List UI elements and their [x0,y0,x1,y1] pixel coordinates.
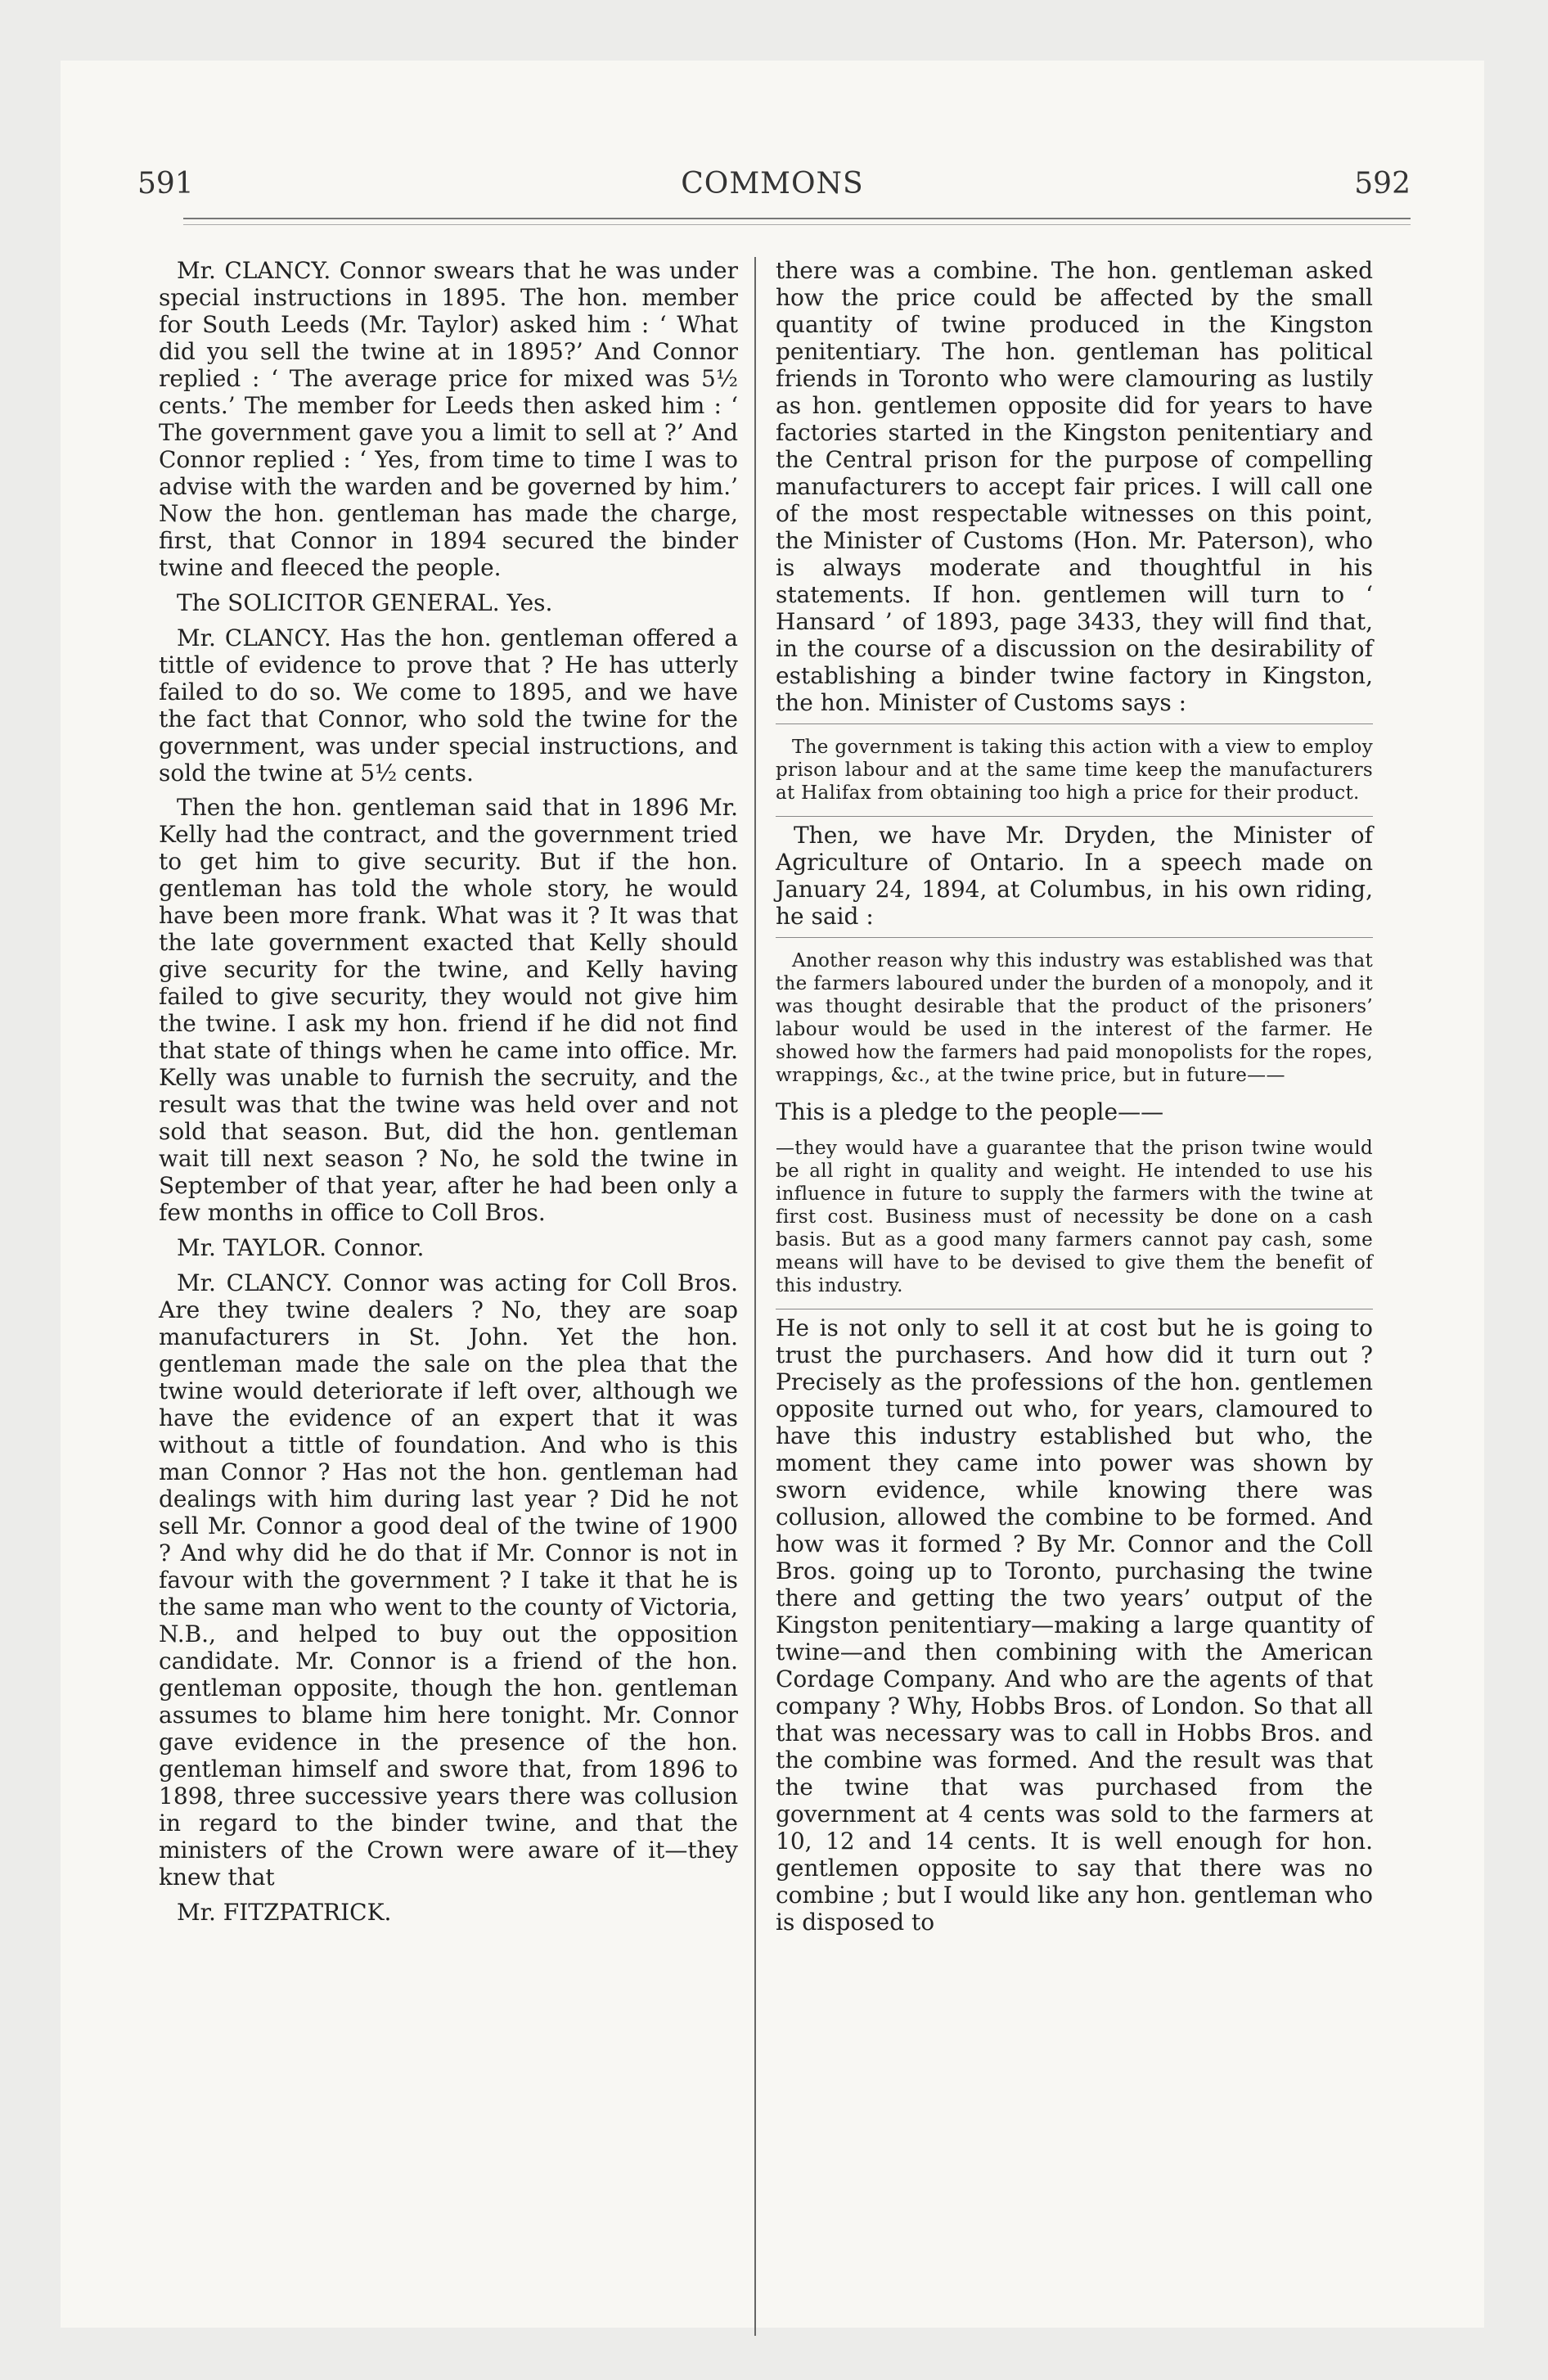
quotation-text: —they would have a guarantee that the prison twine would be all right in quality and weight. He intended to use his influence in future to supply the farmers with the twine at first cost. Business must of necessity be done on a cash basis. But as a good many farmers cannot pay cash, some means will have to be devised to give them the benefit of this industry. [776,1138,1373,1296]
quotation [776,949,1373,1087]
page-sheet [61,61,1484,2328]
paragraph: Mr. CLANCY. Has the hon. gentleman offered a tittle of evidence to prove that ? He has utterly failed to do so. We come to 1895, and we have the fact that Connor, who sold the twine for the government, was under special instructions, and sold the twine at 5½ cents. [159,624,738,787]
paragraph: Mr. TAYLOR. Connor. [177,1234,425,1261]
paragraph: He is not only to sell it at cost but he is going to trust the purchasers. And how did it turn out ? Precisely as the professions of the hon. gentlemen opposite turned out who, for years, clamoured to have this industry established but who, the moment they came into power was shown by sworn evidence, while knowing there was collusion, allowed the combine to be formed. And how was it formed ? By Mr. Connor and the Coll Bros. going up to Toronto, purchasing the twine there and getting the two years’ output of the Kingston penitentiary—making a large quantity of twine—and then combining with the American Cordage Company. And who are the agents of that company ? Why, Hobbs Bros. of London. So that all that was necessary was to call in Hobbs Bros. and the combine was formed. And the result was that the twine that was purchased from the government at 4 cents was sold to the farmers at 10, 12 and 14 cents. It is well enough for hon. gentlemen opposite to say that there was no combine ; but I would like any hon. gentleman who is disposed to [776,1314,1373,1936]
page-number-left: 591 [137,167,194,201]
paragraph: Then, we have Mr. Dryden, the Minister of Agriculture of Ontario. In a speech made on January 24, 1894, at Columbus, in his own riding, he said : [776,822,1373,930]
page-header [61,167,1484,216]
page-title: COMMONS [681,167,864,201]
column-divider [754,257,756,2336]
paragraph: Mr. CLANCY. Connor swears that he was under special instructions in 1895. The hon. member for South Leeds (Mr. Taylor) asked him : ‘ What did you sell the twine at in 1895?’ And Connor replied : ‘ The average price for mixed was 5½ cents.’ The member for Leeds then asked him : ‘ The government gave you a limit to sell at ?’ And Connor replied : ‘ Yes, from time to time I was to advise with the warden and be governed by him.’ Now the hon. gentleman has made the charge, first, that Connor in 1894 secured the binder twine and fleeced the people. [159,257,738,581]
paragraph: This is a pledge to the people—— [776,1098,1164,1125]
header-rule-thin [183,224,1411,225]
divider [776,937,1373,938]
divider [776,723,1373,724]
left-column [159,257,738,1934]
divider [776,816,1373,817]
paragraph: The SOLICITOR GENERAL. Yes. [177,589,553,616]
right-column [776,257,1373,1943]
paragraph: there was a combine. The hon. gentleman asked how the price could be affected by the small quantity of twine produced in the Kingston penitentiary. The hon. gentleman has political friends in Toronto who were clamouring as lustily as hon. gentlemen opposite did for years to have factories started in the Kingston penitentiary and the Central prison for the purpose of compelling manufacturers to accept fair prices. I will call one of the most respectable witnesses on this point, the Minister of Customs (Hon. Mr. Paterson), who is always moderate and thoughtful in his statements. If hon. gentlemen will turn to ‘ Hansard ’ of 1893, page 3433, they will find that, in the course of a discussion on the desirability of establishing a binder twine factory in Kingston, the hon. Minister of Customs says : [776,257,1373,716]
page-number-right: 592 [1354,167,1411,201]
quotation-text: The government is taking this action with a view to employ prison labour and at the same time keep the manufacturers at Halifax from obtaining too high a price for their product. [776,737,1373,804]
paragraph: Then the hon. gentleman said that in 1896 Mr. Kelly had the contract, and the government tried to get him to give security. But if the hon. gentleman has told the whole story, he would have been more frank. What was it ? It was that the late government exacted that Kelly should give security for the twine, and Kelly having failed to give security, they would not give him the twine. I ask my hon. friend if he did not find that state of things when he came into office. Mr. Kelly was unable to furnish the secruity, and the result was that the twine was held over and not sold that season. But, did the hon. gentleman wait till next season ? No, he sold the twine in September of that year, after he had been only a few months in office to Coll Bros. [159,794,738,1226]
header-rule [183,218,1411,219]
quotation [776,736,1373,805]
quotation [776,1137,1373,1297]
paragraph: Mr. CLANCY. Connor was acting for Coll Bros. Are they twine dealers ? No, they are soap manufacturers in St. John. Yet the hon. gentleman made the sale on the plea that the twine would deteriorate if left over, although we have the evidence of an expert that it was without a tittle of foundation. And who is this man Connor ? Has not the hon. gentleman had dealings with him during last year ? Did he not sell Mr. Connor a good deal of the twine of 1900 ? And why did he do that if Mr. Connor is not in favour with the government ? I take it that he is the same man who went to the county of Victoria, N.B., and helped to buy out the opposition candidate. Mr. Connor is a friend of the hon. gentleman opposite, though the hon. gentleman assumes to blame him here tonight. Mr. Connor gave evidence in the presence of the hon. gentleman himself and swore that, from 1896 to 1898, three successive years there was collusion in regard to the binder twine, and that the ministers of the Crown were aware of it—they knew that [159,1269,738,1891]
paragraph: Mr. FITZPATRICK. [177,1899,392,1926]
quotation-text: Another reason why this industry was established was that the farmers laboured under the burden of a monopoly, and it was thought desirable that the product of the prisoners’ labour would be used in the interest of the farmer. He showed how the farmers had paid monopolists for the ropes, wrappings, &c., at the twine price, but in future—— [776,950,1373,1086]
